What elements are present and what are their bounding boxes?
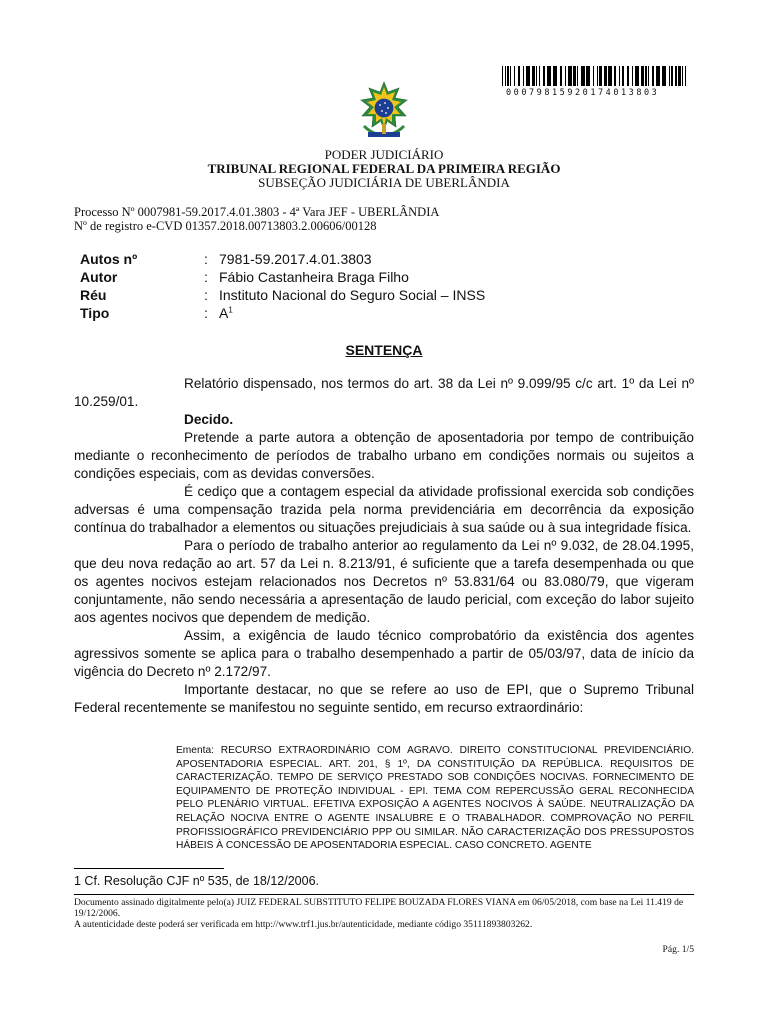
header-line-1: PODER JUDICIÁRIO (324, 147, 444, 162)
case-info-label: Autor (80, 269, 118, 285)
header-subsection: SUBSEÇÃO JUDICIÁRIA DE UBERLÂNDIA (258, 175, 510, 190)
header-court-name: TRIBUNAL REGIONAL FEDERAL DA PRIMEIRA REGIÃO (207, 161, 561, 176)
page-number: Pág. 1/5 (662, 944, 694, 955)
footnote-marker[interactable]: 1 (228, 305, 233, 315)
signature-footer (74, 897, 694, 930)
block-quote-ementa: Ementa: RECURSO EXTRAORDINÁRIO COM AGRAVO. DIREITO CONSTITUCIONAL PREVIDENCIÁRIO. APOSENTADORIA ESPECIAL. ART. 201, § 1º, DA CONSTITUIÇÃO DA REPÚBLICA. REQUISITOS DE CARACTERIZAÇÃO. TEMPO DE SERVIÇO PRESTADO SOB CONDIÇÕES NOCIVAS. FORNECIMENTO DE EQUIPAMENTO DE PROTEÇÃO INDIVIDUAL - EPI. TEMA COM REPERCUSSÃO GERAL RECONHECIDA PELO PLENÁRIO VIRTUAL. EFETIVA EXPOSIÇÃO A AGENTES NOCIVOS À SAÚDE. NEUTRALIZAÇÃO DA RELAÇÃO NOCIVA ENTRE O AGENTE INSALUBRE E O TRABALHADOR. COMPROVAÇÃO NO PERFIL PROFISSIOGRÁFICO PREVIDENCIÁRIO PPP OU SIMILAR. NÃO CARACTERIZAÇÃO DOS PRESSUPOSTOS HÁBEIS À CONCESSÃO DE APOSENTADORIA ESPECIAL. CASO CONCRETO. AGENTE (176, 745, 694, 852)
document-title: SENTENÇA (345, 342, 423, 358)
case-info-row (80, 304, 680, 322)
colon: : (204, 269, 208, 285)
coat-of-arms-icon (354, 80, 414, 142)
document-body (74, 375, 694, 717)
footer-divider (74, 894, 694, 895)
case-info-label: Autos nº (80, 251, 138, 267)
case-info-value (219, 304, 233, 322)
paragraph-decido: Decido. (184, 412, 234, 427)
paragraph: Para o período de trabalho anterior ao regulamento da Lei nº 9.032, de 28.04.1995, que deu nova redação ao art. 57 da Lei n. 8.213/91, é suficiente que a tarefa desempenhada ou que os agentes nocivos estejam relacionados nos Decretos nº 53.831/64 ou 83.080/79, que vigeram conjuntamente, não sendo necessária a apresentação de laudo pericial, com exceção do labor sujeito aos agentes nocivos que dependem de medição. (74, 538, 694, 625)
case-info-row (80, 286, 680, 304)
paragraph: Assim, a exigência de laudo técnico comprobatório da existência dos agentes agressivos somente se aplica para o trabalho desempenhado a partir de 05/03/97, data de início da vigência do Decreto nº 2.172/97. (74, 628, 694, 679)
process-number: Processo Nº 0007981-59.2017.4.01.3803 - 4ª Vara JEF - UBERLÂNDIA (74, 205, 440, 219)
registration-number: Nº de registro e-CVD 01357.2018.00713803.2.00606/00128 (74, 219, 377, 233)
colon: : (204, 251, 208, 267)
barcode-number: 00079815920174013803 (506, 88, 660, 98)
case-info-value: Instituto Nacional do Seguro Social – INSS (219, 287, 486, 303)
colon: : (204, 287, 208, 303)
case-info-value: Fábio Castanheira Braga Filho (219, 269, 409, 285)
case-info-label: Réu (80, 287, 107, 303)
barcode (502, 66, 688, 86)
colon: : (204, 305, 208, 321)
paragraph: Relatório dispensado, nos termos do art. 38 da Lei nº 9.099/95 c/c art. 1º da Lei nº 10.259/01. (74, 376, 694, 409)
footnote: 1 Cf. Resolução CJF nº 535, de 18/12/2006. (74, 874, 319, 888)
case-info-row (80, 268, 680, 286)
paragraph: É cediço que a contagem especial da atividade profissional exercida sob condições adversas é uma compensação trazida pela norma previdenciária em decorrência da exposição contínua do trabalhador a elementos ou situações prejudiciais à sua saúde ou à sua integridade física. (74, 484, 694, 535)
signature-note: Documento assinado digitalmente pelo(a) JUIZ FEDERAL SUBSTITUTO FELIPE BOUZADA FLORES VIANA em 06/05/2018, com base na Lei 11.419 de 19/12/2006. (74, 897, 684, 919)
footnote-divider (74, 868, 224, 869)
paragraph: Importante destacar, no que se refere ao uso de EPI, que o Supremo Tribunal Federal recentemente se manifestou no seguinte sentido, em recurso extraordinário: (74, 682, 694, 715)
case-info-label: Tipo (80, 305, 110, 321)
paragraph: Pretende a parte autora a obtenção de aposentadoria por tempo de contribuição mediante o reconhecimento de períodos de trabalho urbano em condições normais ou sujeitos a condições especiais, com as devidas conversões. (74, 430, 694, 481)
case-type-value: A (219, 305, 229, 321)
barcode-bar (686, 66, 687, 86)
authenticity-note: A autenticidade deste poderá ser verificada em http://www.trf1.jus.br/autenticidade, mediante código 35111893803262. (74, 919, 533, 930)
case-info-row (80, 250, 680, 268)
case-info-value: 7981-59.2017.4.01.3803 (219, 251, 372, 267)
